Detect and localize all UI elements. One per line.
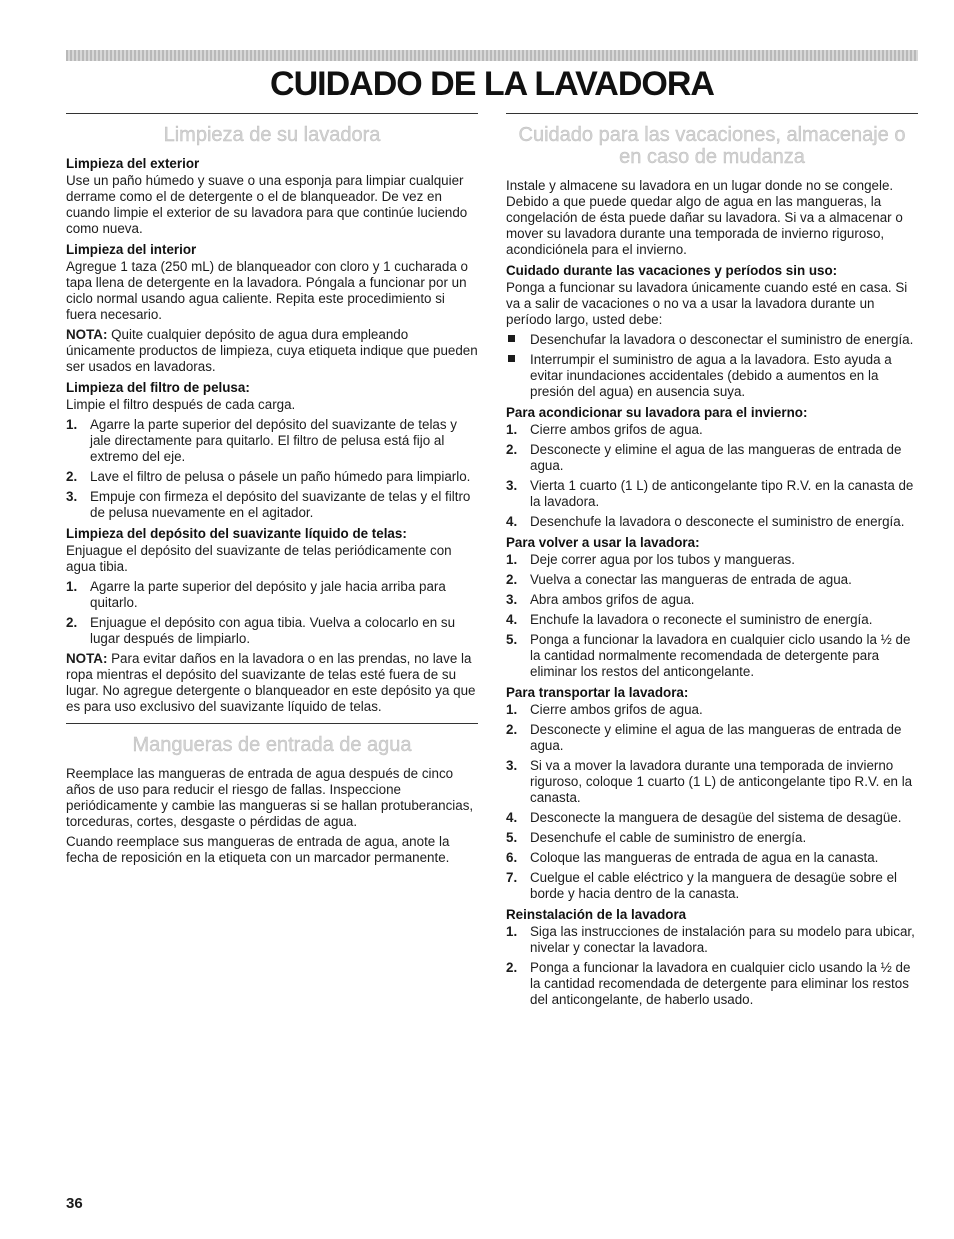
section-rule bbox=[66, 113, 478, 114]
page-number: 36 bbox=[66, 1195, 83, 1212]
paragraph-mangueras-2: Cuando reemplace sus mangueras de entrada de agua, anote la fecha de reposición en la etiqueta con un marcador permanente. bbox=[66, 834, 450, 865]
bullet-icon bbox=[508, 355, 515, 362]
section-rule bbox=[506, 113, 918, 114]
list-filtro-steps bbox=[66, 417, 478, 521]
list-item: 4. Desenchufe la lavadora o desconecte el suministro de energía. bbox=[506, 514, 905, 529]
list-item: 2. Ponga a funcionar la lavadora en cualquier ciclo usando la ½ de la cantidad recomendada de detergente para eliminar los restos del anticongelante, de haberlo usado. bbox=[506, 960, 911, 1007]
list-item: Interrumpir el suministro de agua a la lavadora. Esto ayuda a evitar inundaciones accidentales (debido a aumentos en la presión del agua) en ausencia suya. bbox=[506, 352, 918, 400]
list-item: 2. Enjuague el depósito con agua tibia. Vuelva a colocarlo en su lugar después de limpiarlo. bbox=[66, 615, 456, 646]
list-item: 6. Coloque las mangueras de entrada de agua en la canasta. bbox=[506, 850, 879, 865]
list-item: 1. Agarre la parte superior del depósito del suavizante de telas y jale directamente para quitarlo. El filtro de pelusa está fijo al extremo del eje. bbox=[66, 417, 457, 464]
heading-exterior: Limpieza del exterior bbox=[66, 156, 200, 171]
heading-volver: Para volver a usar la lavadora: bbox=[506, 535, 700, 550]
list-item: 3. Empuje con firmeza el depósito del suavizante de telas y el filtro de pelusa nuevamente en el agitador. bbox=[66, 489, 471, 520]
note-hard-water: NOTA: Quite cualquier depósito de agua dura empleando únicamente productos de limpieza, cuya etiqueta indique que pueden ser usados en lavadoras. bbox=[66, 327, 478, 374]
section-title-limpieza: Limpieza de su lavadora bbox=[163, 124, 381, 146]
list-item: 3. Si va a mover la lavadora durante una temporada de invierno riguroso, coloque 1 cuarto (1 L) de anticongelante tipo R.V. en la canasta. bbox=[506, 758, 913, 805]
heading-vacaciones: Cuidado durante las vacaciones y períodos sin uso: bbox=[506, 263, 838, 278]
list-item: 5. Ponga a funcionar la lavadora en cualquier ciclo usando la ½ de la cantidad normalmente recomendada de detergente para eliminar los restos del anticongelante. bbox=[506, 632, 911, 679]
list-item: 2. Desconecte y elimine el agua de las mangueras de entrada de agua. bbox=[506, 722, 902, 753]
list-item: 2. Desconecte y elimine el agua de las mangueras de entrada de agua. bbox=[506, 442, 902, 473]
list-volver-steps bbox=[506, 552, 918, 680]
paragraph-filtro: Limpie el filtro después de cada carga. bbox=[66, 397, 296, 412]
list-item: Desenchufar la lavadora o desconectar el suministro de energía. bbox=[506, 332, 918, 348]
paragraph-interior: Agregue 1 taza (250 mL) de blanqueador con cloro y 1 cucharada o tapa llena de detergente en la lavadora. Póngala a funcionar por un ciclo normal usando agua caliente. Repita este procedimiento si fuera necesario. bbox=[66, 259, 468, 322]
bullet-icon bbox=[508, 335, 515, 342]
paragraph-vacaciones: Ponga a funcionar su lavadora únicamente cuando esté en casa. Si va a salir de vacaciones o no va a usar la lavadora durante un período largo, usted debe: bbox=[506, 280, 908, 327]
heading-filtro: Limpieza del filtro de pelusa: bbox=[66, 380, 250, 395]
paragraph-exterior: Use un paño húmedo y suave o una esponja para limpiar cualquier derrame como el de detergente o el de blanqueador. De vez en cuando limpie el exterior de su lavadora para que continúe luciendo como nueva. bbox=[66, 173, 468, 236]
heading-reinstalacion: Reinstalación de la lavadora bbox=[506, 907, 687, 922]
list-deposito-steps bbox=[66, 579, 478, 647]
section-rule bbox=[66, 723, 478, 724]
list-invierno-steps bbox=[506, 422, 918, 530]
paragraph-intro: Instale y almacene su lavadora en un lugar donde no se congele. Debido a que puede quedar algo de agua en las mangueras, la congelación de ésta puede dañar su lavadora. Si va a almacenar o mover su lavadora durante una temporada de invierno riguroso, acondiciónela para el invierno. bbox=[506, 178, 903, 257]
list-vacaciones-bullets bbox=[506, 332, 918, 400]
list-item: 1. Cierre ambos grifos de agua. bbox=[506, 702, 703, 717]
heading-transportar: Para transportar la lavadora: bbox=[506, 685, 689, 700]
heading-deposito: Limpieza del depósito del suavizante líquido de telas: bbox=[66, 526, 407, 541]
list-item: 4. Desconecte la manguera de desagüe del sistema de desagüe. bbox=[506, 810, 902, 825]
list-item: 1. Agarre la parte superior del depósito y jale hacia arriba para quitarlo. bbox=[66, 579, 446, 610]
paragraph-deposito: Enjuague el depósito del suavizante de telas periódicamente con agua tibia. bbox=[66, 543, 452, 574]
list-item: 3. Abra ambos grifos de agua. bbox=[506, 592, 695, 607]
list-reinstalacion-steps bbox=[506, 924, 918, 1008]
page-title: CUIDADO DE LA LAVADORA bbox=[270, 65, 714, 103]
header-bar bbox=[66, 50, 918, 61]
heading-interior: Limpieza del interior bbox=[66, 242, 197, 257]
paragraph-mangueras-1: Reemplace las mangueras de entrada de agua después de cinco años de uso para reducir el riesgo de fallas. Inspeccione periódicamente y cambie las mangueras si se hallan protuberancias, torceduras, cortes, desgaste o pérdidas de agua. bbox=[66, 766, 474, 829]
note-softener: NOTA: Para evitar daños en la lavadora o en las prendas, no lave la ropa mientras el depósito del suavizante de telas esté fuera de su lugar. No agregue detergente o blanqueador en este depósito ya que es para uso exclusivo del suavizante líquido de telas. bbox=[66, 651, 476, 714]
list-item: 1. Deje correr agua por los tubos y mangueras. bbox=[506, 552, 795, 567]
list-item: 2. Vuelva a conectar las mangueras de entrada de agua. bbox=[506, 572, 852, 587]
list-item: 1. Cierre ambos grifos de agua. bbox=[506, 422, 703, 437]
list-item: 7. Cuelgue el cable eléctrico y la manguera de desagüe sobre el borde y hacia dentro de la canasta. bbox=[506, 870, 897, 901]
list-item: 1. Siga las instrucciones de instalación para su modelo para ubicar, nivelar y conectar la lavadora. bbox=[506, 924, 915, 955]
left-column bbox=[66, 113, 478, 870]
section-title-mangueras: Mangueras de entrada de agua bbox=[132, 734, 412, 756]
list-item: 5. Desenchufe el cable de suministro de energía. bbox=[506, 830, 807, 845]
list-transportar-steps bbox=[506, 702, 918, 902]
list-item: 4. Enchufe la lavadora o reconecte el suministro de energía. bbox=[506, 612, 873, 627]
heading-invierno: Para acondicionar su lavadora para el invierno: bbox=[506, 405, 808, 420]
list-item: 2. Lave el filtro de pelusa o pásele un paño húmedo para limpiarlo. bbox=[66, 469, 471, 484]
list-item: 3. Vierta 1 cuarto (1 L) de anticongelante tipo R.V. en la canasta de la lavadora. bbox=[506, 478, 914, 509]
section-title-vacaciones: Cuidado para las vacaciones, almacenaje o en caso de mudanza bbox=[518, 124, 906, 168]
right-column bbox=[506, 113, 918, 1012]
